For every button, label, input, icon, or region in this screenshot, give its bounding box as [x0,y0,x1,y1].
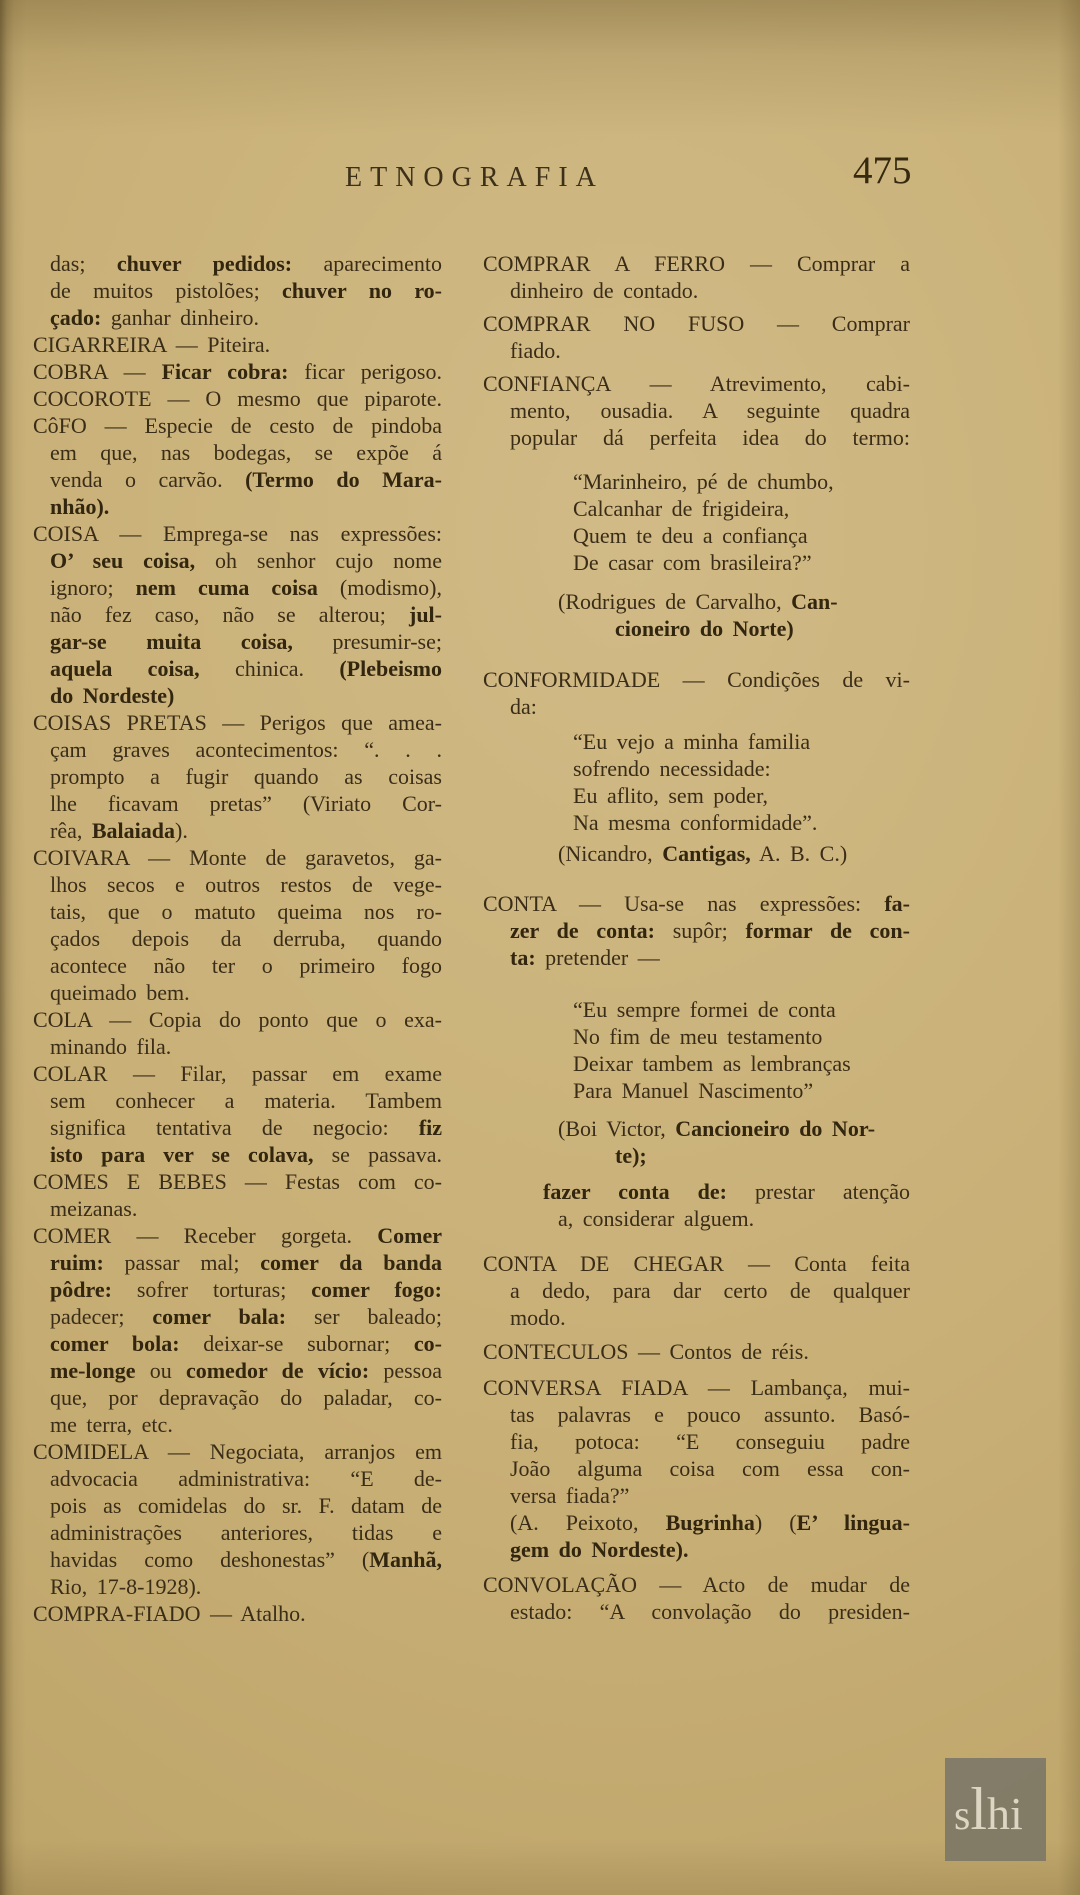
bold-text-segment: Bugrinha [665,1510,755,1535]
text-line [483,1178,910,1205]
bold-text-segment: comer da banda [260,1250,442,1275]
text-line [33,736,442,763]
bold-text-segment: me-longe [50,1358,136,1383]
dictionary-entry [33,1168,442,1222]
text-segment: CONFORMIDADE — Condições de vi- [483,667,910,692]
dictionary-entry [33,1222,442,1438]
text-segment: COMPRAR A FERRO — Comprar a [483,251,910,276]
text-line [483,1338,910,1365]
text-line [33,763,442,790]
dictionary-entry [483,1250,910,1331]
text-line [483,1428,910,1455]
text-line [33,1600,442,1627]
bold-text-segment: gem do Nordeste). [510,1537,689,1562]
dictionary-entry [33,1438,442,1600]
dictionary-entry [483,996,910,1104]
text-line [33,655,442,682]
dictionary-entry [483,468,910,576]
bold-text-segment: formar de con- [745,918,910,943]
bold-text-segment: pôdre: [50,1277,112,1302]
text-segment: lhos secos e outros restos de vege- [50,872,442,897]
dictionary-entry [483,840,910,867]
text-line [33,520,442,547]
dictionary-entry [483,1374,910,1563]
dictionary-entry [33,1600,442,1627]
text-line [483,1250,910,1277]
text-line [33,250,442,277]
dictionary-entry [33,844,442,1006]
text-line [33,412,442,439]
dictionary-entry [33,250,442,331]
text-segment: em que, nas bodegas, se expõe á [50,440,442,465]
text-segment: Calcanhar de frigideira, [573,496,790,521]
text-segment: “Marinheiro, pé de chumbo, [573,469,834,494]
text-line [483,944,910,971]
dictionary-entry [483,728,910,836]
watermark-letter: h [987,1788,1011,1839]
text-segment: significa tentativa de negocio: [50,1115,419,1140]
text-segment: (modismo), [317,575,442,600]
text-line [33,493,442,520]
text-line [33,601,442,628]
text-segment: oh senhor cujo nome [195,548,443,573]
bold-text-segment: co- [413,1331,442,1356]
bold-text-segment: jul- [409,602,442,627]
text-line [33,466,442,493]
text-segment: ficar perigoso. [288,359,442,384]
dictionary-entry [483,666,910,720]
text-line [483,666,910,693]
dictionary-entry [483,310,910,364]
dictionary-entry [483,1178,910,1232]
text-segment: ) ( [754,1510,797,1535]
text-line [33,628,442,655]
text-line [483,755,910,782]
text-line [483,495,910,522]
text-line [33,952,442,979]
text-segment: sem conhecer a materia. Tambem [50,1088,442,1113]
text-segment: sofrer torturas; [111,1277,312,1302]
text-line [483,397,910,424]
bold-text-segment: comedor de vício: [185,1358,370,1383]
text-line [33,1249,442,1276]
text-segment: de muitos pistolões; [50,278,283,303]
text-segment: COIVARA — Monte de garavetos, ga- [33,845,442,870]
text-line [33,1519,442,1546]
text-line [483,310,910,337]
text-line [33,1411,442,1438]
text-segment: COLA — Copia do ponto que o exa- [33,1007,442,1032]
bold-text-segment: fa- [884,891,910,916]
text-line [483,337,910,364]
text-line [483,522,910,549]
text-segment: se passava. [313,1142,442,1167]
text-line [483,277,910,304]
bold-text-segment: (Plebeismo [339,656,442,681]
text-line [483,809,910,836]
text-segment: a dedo, para dar certo de qualquer [510,1278,910,1303]
dictionary-entry [33,358,442,385]
text-segment: COCOROTE — O mesmo que piparote. [33,386,442,411]
bold-text-segment: chuver pedidos: [116,251,293,276]
text-column-left [33,250,442,1627]
text-line [33,547,442,574]
dictionary-entry [483,588,910,642]
text-line [33,277,442,304]
dictionary-entry [483,1338,910,1365]
text-line [33,1357,442,1384]
text-segment: Quem te deu a confiança [573,523,808,548]
dictionary-entry [33,385,442,412]
bold-text-segment: te); [615,1143,647,1168]
text-line [483,890,910,917]
bold-text-segment: ruim: [50,1250,104,1275]
text-segment: CONVERSA FIADA — Lambança, mui- [483,1375,910,1400]
dictionary-entry [483,250,910,304]
watermark-letter: i [1010,1788,1023,1839]
text-segment: çados depois da derruba, quando [50,926,442,951]
text-line [33,871,442,898]
dictionary-entry [483,1571,910,1625]
bold-text-segment: nem cuma coisa [135,575,318,600]
text-line [33,682,442,709]
text-line [483,1401,910,1428]
text-segment: COLAR — Filar, passar em exame [33,1061,442,1086]
text-line [33,1222,442,1249]
text-line [33,1546,442,1573]
text-segment: prestar atenção [726,1179,910,1204]
text-line [33,1141,442,1168]
text-line [483,693,910,720]
bold-text-segment: cioneiro do Norte) [615,616,794,641]
text-segment: (Boi Victor, [558,1116,676,1141]
text-line [483,728,910,755]
text-line [33,817,442,844]
text-segment: ser baleado; [286,1304,443,1329]
text-segment: popular dá perfeita idea do termo: [510,425,910,450]
text-segment: advocacia administrativa: “E de- [50,1466,442,1491]
text-segment: COMES E BEBES — Festas com co- [33,1169,442,1194]
text-line [483,996,910,1023]
text-segment: aparecimento [292,251,442,276]
bold-text-segment: fiz [418,1115,442,1140]
dictionary-entry [33,709,442,844]
bold-text-segment: comer fogo: [311,1277,442,1302]
text-segment: “Eu sempre formei de conta [573,997,836,1022]
dictionary-entry [483,890,910,971]
text-line [33,1168,442,1195]
text-segment: pretender — [535,945,660,970]
bold-text-segment: chuver no ro- [282,278,443,303]
text-segment: pessoa [369,1358,442,1383]
text-line [33,1492,442,1519]
text-segment: rêa, [50,818,92,843]
text-line [33,1060,442,1087]
text-segment: queimado bem. [50,980,190,1005]
text-segment: De casar com brasileira?” [573,550,812,575]
bold-text-segment: Balaiada [91,818,175,843]
text-line [483,1050,910,1077]
bold-text-segment: fazer conta de: [543,1179,727,1204]
text-segment: não fez caso, não se alterou; [50,602,409,627]
text-line [483,468,910,495]
bold-text-segment: (Termo do Mara- [245,467,442,492]
text-line [33,925,442,952]
text-line [483,917,910,944]
text-segment: CONFIANÇA — Atrevimento, cabi- [483,371,910,396]
text-line [33,1330,442,1357]
text-line [483,1509,910,1536]
text-segment: venda o carvão. [50,467,246,492]
text-segment: CIGARREIRA — Piteira. [33,332,271,357]
text-line [483,1142,910,1169]
text-line [483,370,910,397]
dictionary-entry [33,331,442,358]
text-segment: COBRA — [33,359,162,384]
text-segment: CONTECULOS — Contos de réis. [483,1339,809,1364]
bold-text-segment: Manhã, [369,1547,442,1572]
text-segment: No fim de meu testamento [573,1024,823,1049]
text-line [33,898,442,925]
text-segment: ). [175,818,188,843]
text-segment: mento, ousadia. A seguinte quadra [510,398,910,423]
text-line [483,1482,910,1509]
text-line [33,1087,442,1114]
text-line [33,574,442,601]
watermark-letter: l [970,1776,988,1842]
page-header-title: ETNOGRAFIA [345,162,604,193]
text-line [33,1438,442,1465]
text-line [33,439,442,466]
text-segment: COMIDELA — Negociata, arranjos em [33,1439,442,1464]
text-segment: CONTA DE CHEGAR — Conta feita [483,1251,910,1276]
text-line [483,1571,910,1598]
text-segment: Deixar tambem as lembranças [573,1051,851,1076]
text-segment: deixar-se subornar; [179,1331,414,1356]
text-line [33,844,442,871]
text-line [483,1304,910,1331]
text-segment: prompto a fugir quando as coisas [50,764,442,789]
text-segment: administrações anteriores, tidas e [50,1520,442,1545]
text-line [33,1033,442,1060]
text-segment: acontece não ter o primeiro fogo [50,953,442,978]
text-segment: meizanas. [50,1196,138,1221]
text-line [483,1598,910,1625]
text-segment: COMPRA-FIADO — Atalho. [33,1601,306,1626]
bold-text-segment: E’ lingua- [796,1510,910,1535]
bold-text-segment: isto para ver se colava, [50,1142,314,1167]
text-segment: passar mal; [103,1250,261,1275]
text-line [33,331,442,358]
text-line [483,782,910,809]
text-column-right [483,250,910,1625]
text-segment: “Eu vejo a minha familia [573,729,811,754]
text-segment: da: [510,694,537,719]
text-line [483,549,910,576]
text-line [33,385,442,412]
bold-text-segment: gar-se muita coisa, [50,629,293,654]
text-line [33,979,442,1006]
bold-text-segment: O’ seu coisa, [50,548,196,573]
text-segment: (Nicandro, [558,841,663,866]
dictionary-entry [33,520,442,709]
text-segment: Na mesma conformidade”. [573,810,818,835]
text-segment: ganhar dinheiro. [101,305,259,330]
text-line [483,1277,910,1304]
text-segment: COISAS PRETAS — Perigos que amea- [33,710,442,735]
text-line [33,1303,442,1330]
text-segment: CONVOLAÇÃO — Acto de mudar de [483,1572,910,1597]
bold-text-segment: Cancioneiro do Nor- [675,1116,876,1141]
text-line [33,1465,442,1492]
text-line [483,840,910,867]
text-line [33,304,442,331]
text-segment: çam graves acontecimentos: “. . . [50,737,442,762]
bold-text-segment: nhão). [50,494,110,519]
text-segment: minando fila. [50,1034,172,1059]
text-segment: versa fiada?” [510,1483,630,1508]
text-line [483,1205,910,1232]
text-segment: Eu aflito, sem poder, [573,783,769,808]
bold-text-segment: zer de conta: [510,918,655,943]
text-segment: A. B. C.) [750,841,848,866]
dictionary-entry [33,412,442,520]
text-line [483,615,910,642]
dictionary-entry [33,1060,442,1168]
text-segment: ignoro; [50,575,136,600]
text-line [483,1023,910,1050]
text-segment: COMER — Receber gorgeta. [33,1223,378,1248]
text-line [483,1374,910,1401]
text-segment: ou [135,1358,186,1383]
text-segment: padecer; [50,1304,153,1329]
bold-text-segment: Comer [377,1223,442,1248]
text-line [33,1195,442,1222]
text-line [33,790,442,817]
text-segment: Para Manuel Nascimento” [573,1078,814,1103]
text-line [483,250,910,277]
text-line [33,358,442,385]
text-segment: sofrendo necessidade: [573,756,771,781]
text-segment: que, por depravação do paladar, co- [50,1385,442,1410]
text-segment: modo. [510,1305,566,1330]
text-segment: COISA — Emprega-se nas expressões: [33,521,442,546]
text-segment: a, considerar alguem. [558,1206,755,1231]
text-segment: das; [50,251,117,276]
text-segment: COMPRAR NO FUSO — Comprar [483,311,910,336]
text-line [483,1115,910,1142]
text-segment: havidas como deshonestas” ( [50,1547,370,1572]
text-segment: (Rodrigues de Carvalho, [558,589,792,614]
text-line [33,1573,442,1600]
bold-text-segment: comer bola: [50,1331,180,1356]
text-segment: Rio, 17-8-1928). [50,1574,202,1599]
bold-text-segment: Ficar cobra: [161,359,289,384]
text-segment: pois as comidelas do sr. F. datam de [50,1493,442,1518]
text-segment: tas palavras e pouco assunto. Basó- [510,1402,910,1427]
text-segment: estado: “A convolação do presiden- [510,1599,910,1624]
text-line [483,1455,910,1482]
text-line [33,709,442,736]
text-line [483,588,910,615]
page-number: 475 [853,149,912,192]
dictionary-entry [33,1006,442,1060]
text-segment: chinica. [199,656,340,681]
text-line [483,1536,910,1563]
text-segment: CONTA — Usa-se nas expressões: [483,891,885,916]
text-line [483,1077,910,1104]
bold-text-segment: ta: [510,945,536,970]
text-segment: João alguma coisa com essa con- [510,1456,910,1481]
bold-text-segment: aquela coisa, [50,656,200,681]
dictionary-entry [483,370,910,451]
bold-text-segment: Can- [791,589,838,614]
text-line [33,1276,442,1303]
text-segment: fia, potoca: “E conseguiu padre [510,1429,910,1454]
text-line [483,424,910,451]
text-segment: CôFO — Especie de cesto de pindoba [33,413,442,438]
bold-text-segment: comer bala: [152,1304,287,1329]
text-segment: fiado. [510,338,561,363]
text-segment: presumir-se; [292,629,442,654]
bold-text-segment: çado: [50,305,102,330]
text-segment: supôr; [655,918,746,943]
watermark-letter: s [954,1793,971,1839]
bold-text-segment: do Nordeste) [50,683,175,708]
bold-text-segment: Cantigas, [662,841,751,866]
text-segment: lhe ficavam pretas” (Viriato Cor- [50,791,442,816]
watermark-badge [945,1758,1046,1861]
text-segment: tais, que o matuto queima nos ro- [50,899,442,924]
text-segment: dinheiro de contado. [510,278,699,303]
text-line [33,1006,442,1033]
text-segment: (A. Peixoto, [510,1510,666,1535]
text-line [33,1114,442,1141]
dictionary-entry [483,1115,910,1169]
text-segment: me terra, etc. [50,1412,173,1437]
text-line [33,1384,442,1411]
